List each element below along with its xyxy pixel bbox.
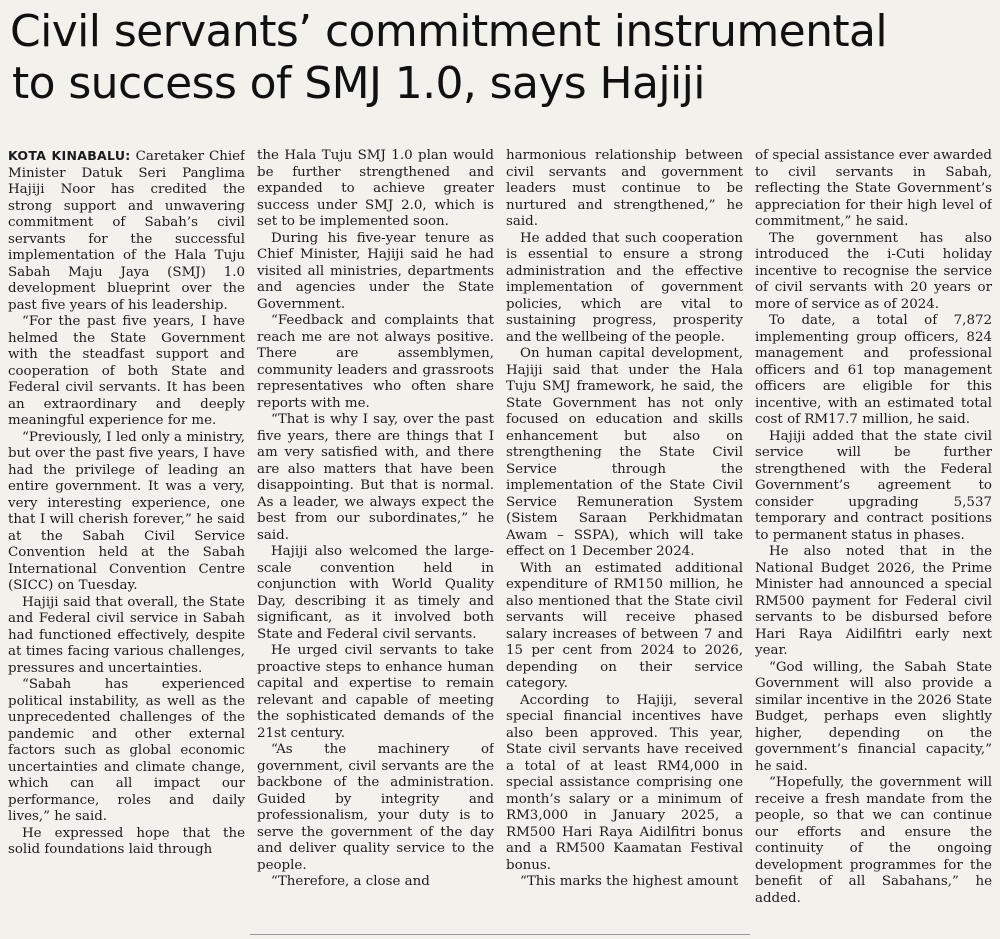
paragraph: With an estimated additional expenditure of RM150 million, he also mentioned that the State civil servants will receive phased salary increases of between 7 and 15 per cent from 2024 to 2026, depending on their service category. bbox=[506, 560, 743, 691]
paragraph: “Feedback and complaints that reach me are not always positive. There are assemblymen, community leaders and grassroots representatives who often share reports with me. bbox=[257, 313, 494, 411]
lead-paragraph bbox=[8, 148, 245, 314]
column-3 bbox=[506, 148, 743, 928]
paragraph: Hajiji also welcomed the large-scale convention held in conjunction with World Quality Day, describing it as timely and significant, as it involved both State and Federal civil servants. bbox=[257, 544, 494, 642]
paragraph: “Sabah has experienced political instability, as well as the unprecedented challenges of the pandemic and other external factors such as global economic uncertainties and climate change, which can all impact our performance, roles and daily lives,” he said. bbox=[8, 677, 245, 824]
paragraph: He also noted that in the National Budget 2026, the Prime Minister had announced a special RM500 payment for Federal civil servants to be disbursed before Hari Raya Aidilfitri early next year. bbox=[755, 544, 992, 658]
paragraph: To date, a total of 7,872 implementing group officers, 824 management and professional officers and 61 top management officers are eligible for this incentive, with an estimated total cost of RM17.7 million, he said. bbox=[755, 313, 992, 427]
paragraph-continued: the Hala Tuju SMJ 1.0 plan would be further strengthened and expanded to achieve greater success under SMJ 2.0, which is set to be implemented soon. bbox=[257, 148, 494, 229]
paragraph: He expressed hope that the solid foundations laid through bbox=[8, 825, 245, 857]
paragraph-text: Caretaker Chief Minister Datuk Seri Panglima Hajiji Noor has credited the strong support and unwavering commitment of Sabah’s civil servants for the successful implementation of the Hala Tuju Sabah Maju Jaya (SMJ) 1.0 development blueprint over the past five years of his leadership. bbox=[8, 149, 245, 313]
headline bbox=[10, 0, 990, 118]
paragraph: “This marks the highest amount bbox=[520, 874, 739, 889]
column-4 bbox=[755, 148, 992, 928]
paragraph: “As the machinery of government, civil servants are the backbone of the administration. Guided by integrity and professionalism, your duty is to serve the government of the day and deliver quality service to the people. bbox=[257, 742, 494, 873]
paragraph: The government has also introduced the i-Cuti holiday incentive to recognise the service of civil servants with 20 years or more of service as of 2024. bbox=[755, 230, 992, 312]
headline-line-2: to success of SMJ 1.0, says Hajiji bbox=[12, 58, 705, 109]
paragraph-continued: of special assistance ever awarded to civil servants in Sabah, reflecting the State Government’s appreciation for their high level of commitment,” he said. bbox=[755, 148, 992, 229]
paragraph: During his five-year tenure as Chief Minister, Hajiji said he had visited all ministries, departments and agencies under the State Government. bbox=[257, 230, 494, 312]
paragraph: “Hopefully, the government will receive a fresh mandate from the people, so that we can continue our efforts and ensure the continuity of the ongoing development programmes for the benefit of all Sabahans,” he added. bbox=[755, 775, 992, 906]
paragraph: Hajiji said that overall, the State and Federal civil service in Sabah had functioned effectively, despite at times facing various challenges, pressures and uncertainties. bbox=[8, 594, 245, 676]
paragraph: On human capital development, Hajiji said that under the Hala Tuju SMJ framework, he said, the State Government has not only focused on education and skills enhancement but also on strengthening the State Civil Service through the implementation of the State Civil Service Remuneration System (Sistem Saraan Perkhidmatan Awam – SSPA), which will take effect on 1 December 2024. bbox=[506, 346, 743, 559]
paragraph: According to Hajiji, several special financial incentives have also been approved. This year, State civil servants have received a total of at least RM4,000 in special assistance comprising one month’s salary or a minimum of RM3,000 in January 2025, a RM500 Hari Raya Aidilfitri bonus and a RM500 Kaamatan Festival bonus. bbox=[506, 692, 743, 873]
paragraph: He urged civil servants to take proactive steps to enhance human capital and expertise to remain relevant and capable of meeting the sophisticated demands of the 21st century. bbox=[257, 643, 494, 741]
paragraph: “That is why I say, over the past five years, there are things that I am very satisfied with, and there are also matters that have been disappointing. But that is normal. As a leader, we always expect the best from our subordinates,” he said. bbox=[257, 412, 494, 543]
bottom-divider bbox=[250, 934, 750, 935]
paragraph: He added that such cooperation is essential to ensure a strong administration and the effective implementation of government policies, which are vital to sustaining progress, prosperity and the wellbeing of the people. bbox=[506, 230, 743, 345]
article-body bbox=[8, 148, 992, 928]
paragraph: Hajiji added that the state civil service will be further strengthened with the Federal Government’s agreement to consider upgrading 5,537 temporary and contract positions to permanent status in phases. bbox=[755, 428, 992, 543]
paragraph: “God willing, the Sabah State Government will also provide a similar incentive in the 2026 State Budget, perhaps even slightly higher, depending on the government’s financial capacity,” he said. bbox=[755, 659, 992, 774]
paragraph-continued: harmonious relationship between civil servants and government leaders must continue to be nurtured and strengthened,” he said. bbox=[506, 148, 743, 229]
paragraph: “For the past five years, I have helmed the State Government with the steadfast support and cooperation of both State and Federal civil servants. It has been an extraordinary and deeply meaningful experience for me. bbox=[8, 314, 245, 428]
paragraph: “Previously, I led only a ministry, but over the past five years, I have had the privilege of leading an entire government. It was a very, very interesting experience, one that I will cherish forever,” he said at the Sabah Civil Service Convention held at the Sabah International Convention Centre (SICC) on Tuesday. bbox=[8, 429, 245, 593]
column-1 bbox=[8, 148, 245, 928]
paragraph: “Therefore, a close and bbox=[271, 874, 430, 889]
column-2 bbox=[257, 148, 494, 928]
headline-line-1: Civil servants’ commitment instrumental bbox=[10, 6, 888, 57]
dateline: KOTA KINABALU: bbox=[8, 148, 131, 163]
